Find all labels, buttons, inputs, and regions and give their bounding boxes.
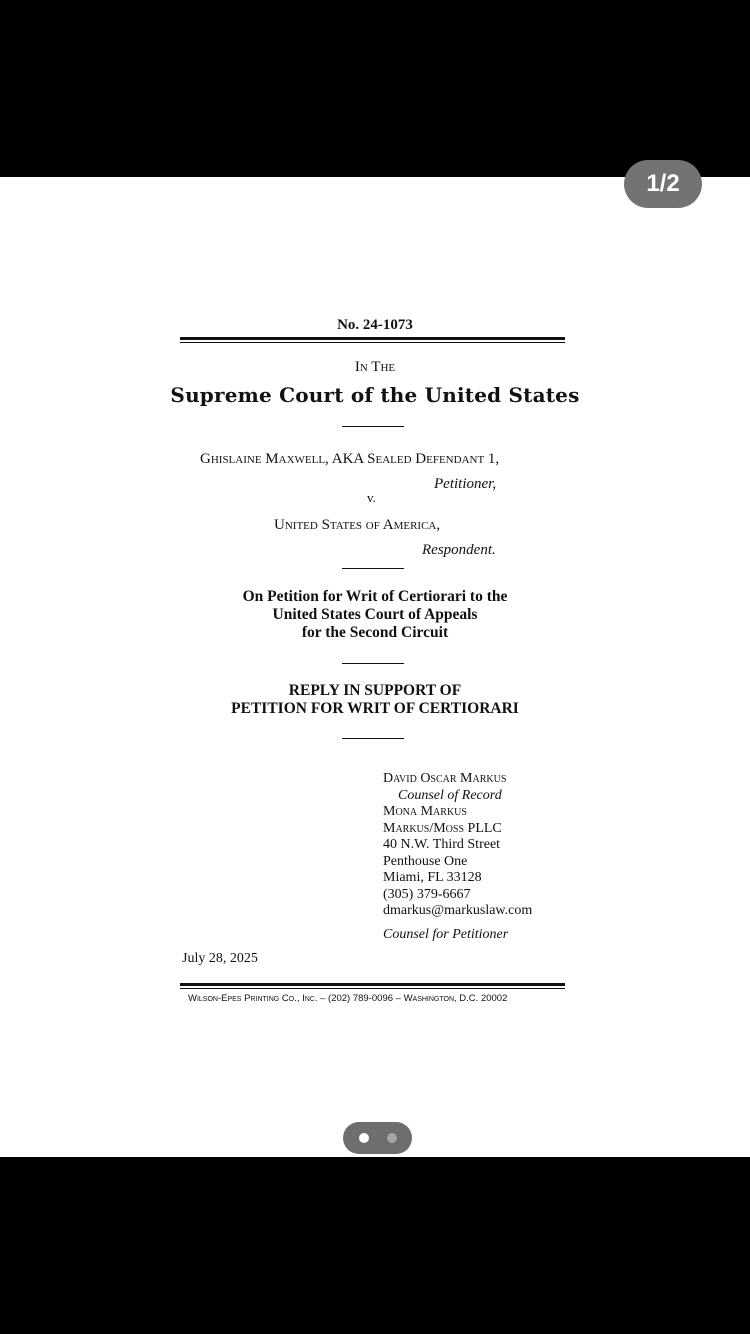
top-rule-thin (180, 342, 565, 343)
case-number: No. 24-1073 (337, 317, 413, 333)
petition-title-line: United States Court of Appeals (272, 606, 478, 623)
counsel-for: Counsel for Petitioner (383, 927, 509, 942)
filing-date: July 28, 2025 (182, 951, 258, 966)
page-counter: 1/2 (624, 160, 702, 208)
counsel-city: Miami, FL 33128 (383, 870, 482, 885)
divider (342, 426, 404, 427)
page-dot-2[interactable] (387, 1133, 397, 1143)
counsel-suite: Penthouse One (383, 854, 468, 869)
image-viewer[interactable] (0, 177, 750, 1157)
counsel-street: 40 N.W. Third Street (383, 837, 501, 852)
court-name: Supreme Court of the United States (170, 383, 580, 407)
petitioner-name: Ghislaine Maxwell, AKA Sealed Defendant 1, (200, 451, 500, 467)
versus: v. (367, 490, 376, 505)
page-dot-1[interactable] (359, 1133, 369, 1143)
petition-title-line: On Petition for Writ of Certiorari to the (242, 588, 508, 605)
in-the: In The (354, 359, 396, 375)
counsel-phone: (305) 379-6667 (383, 887, 471, 902)
respondent-name: United States of America, (274, 517, 441, 533)
counsel-role: Counsel of Record (398, 788, 502, 803)
petitioner-role: Petitioner, (434, 476, 497, 492)
top-rule-thick (180, 337, 565, 340)
printer-footer: Wilson-Epes Printing Co., Inc. – (202) 789-0096 – Washington, D.C. 20002 (188, 993, 508, 1004)
pagination-dots[interactable] (343, 1122, 412, 1154)
petition-title-line: for the Second Circuit (301, 624, 449, 641)
bottom-rule-thin (180, 988, 565, 989)
document-page (0, 177, 750, 1157)
divider (342, 568, 404, 569)
reply-title-line: PETITION FOR WRIT OF CERTIORARI (231, 700, 519, 717)
bottom-bar (0, 1157, 750, 1334)
divider (342, 663, 404, 664)
counsel-name-2: Mona Markus (383, 804, 467, 819)
bottom-rule-thick (180, 983, 565, 986)
reply-title-line: REPLY IN SUPPORT OF (288, 682, 462, 699)
divider (342, 738, 404, 739)
counsel-name: David Oscar Markus (383, 771, 507, 786)
top-bar (0, 0, 750, 177)
counsel-email: dmarkus@markuslaw.com (383, 903, 533, 918)
counsel-firm: Markus/Moss PLLC (383, 821, 502, 836)
respondent-role: Respondent. (422, 542, 496, 558)
